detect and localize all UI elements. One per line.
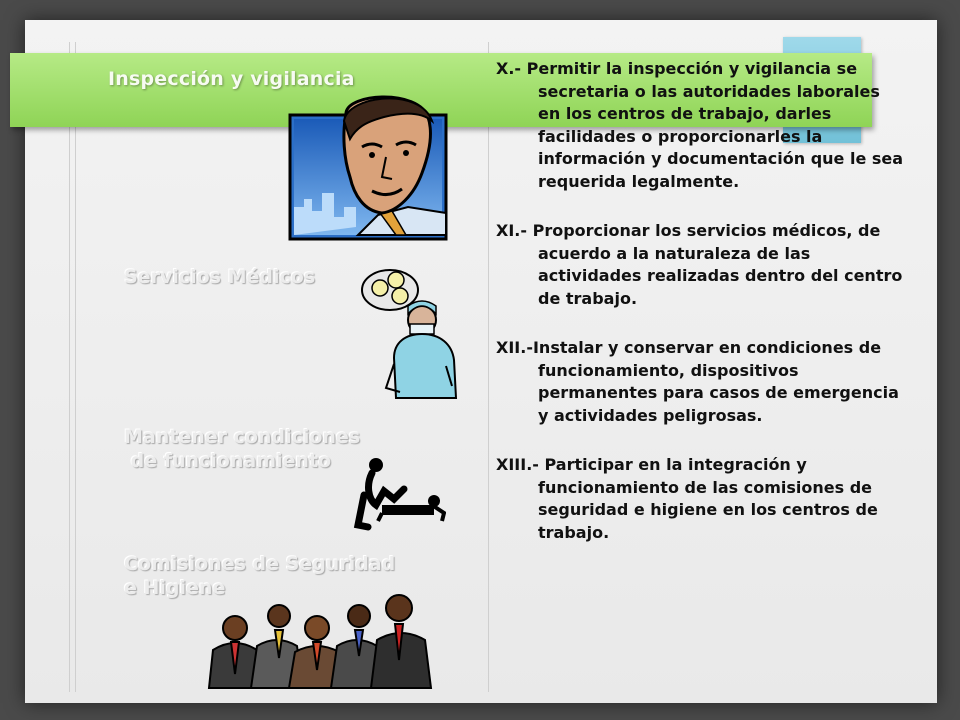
heading-inspeccion: Inspección y vigilancia [108,68,355,90]
inspector-man-icon [288,95,450,245]
paragraph-text: Participar en la integración y funcionamiento de las comisiones de seguridad e higiene en los centros de trabajo. [538,455,878,542]
paragraph-number: XII.- [496,338,533,357]
paragraph-number: XI.- [496,221,528,240]
obligation-paragraph [496,454,906,544]
heading-line: Mantener condiciones [124,426,361,448]
heading-mantener-condiciones [124,425,360,473]
obligation-paragraph [496,337,906,427]
paragraph-text: Instalar y conservar en condiciones de funcionamiento, dispositivos permanentes para casos de emergencia y actividades peligrosas. [532,338,899,425]
paragraph-number: X.- [496,59,522,78]
heading-line: de funcionamiento [124,450,332,472]
divider-line [69,42,70,692]
surgeon-icon [360,268,460,400]
paragraph-number: XIII.- [496,455,539,474]
cpr-rescue-icon [346,455,446,535]
paragraph-text: Permitir la inspección y vigilancia se secretaria o las autoridades laborales en los centros de trabajo, darles facilidades o proporcionarles la información y documentación que le sea requerida legalmente. [521,59,904,191]
divider-line [488,42,489,692]
paragraph-text: Proporcionar los servicios médicos, de acuerdo a la naturaleza de las actividades realizadas dentro del centro de trabajo. [527,221,903,308]
divider-line [75,42,76,692]
obligation-paragraph [496,58,906,193]
heading-line: Comisiones de Seguridad [124,553,396,575]
heading-line: e Higiene [124,577,226,599]
committee-group-icon [205,590,435,690]
heading-servicios-medicos: Servicios Médicos [124,266,316,288]
obligations-text [496,58,906,571]
obligation-paragraph [496,220,906,310]
